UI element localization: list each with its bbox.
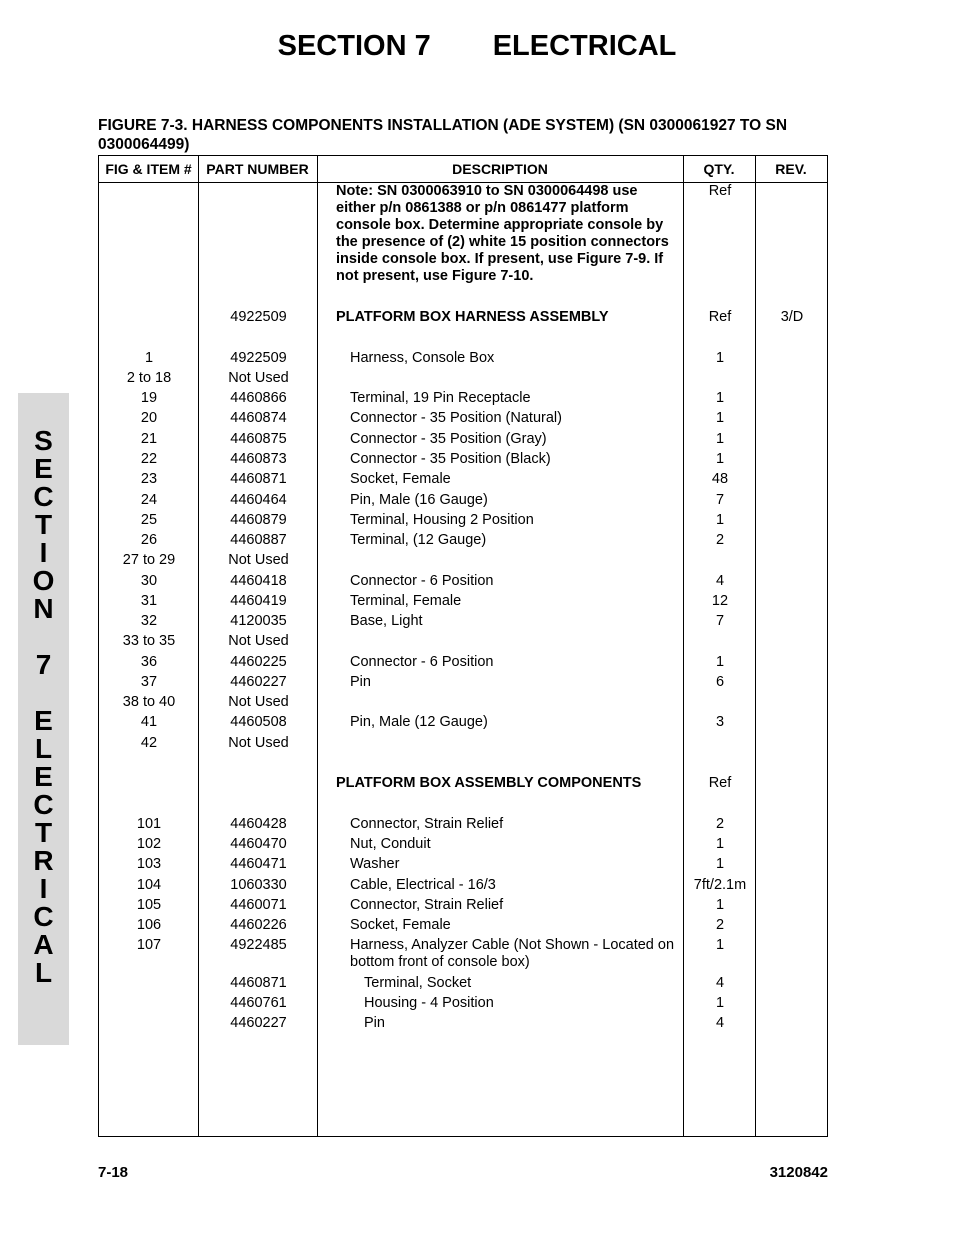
description-cell: PLATFORM BOX ASSEMBLY COMPONENTS — [336, 775, 642, 791]
side-tab-letter: O — [32, 565, 55, 596]
rev-cell: 3/D — [780, 309, 804, 325]
part-number-cell: 4460227 — [230, 674, 287, 690]
description-cell: Socket, Female — [350, 471, 451, 487]
side-tab-letter: E — [34, 705, 53, 736]
table-row — [99, 350, 827, 370]
part-number-cell: 4460225 — [230, 654, 287, 670]
page-number: 7-18 — [98, 1164, 129, 1181]
part-number-cell: Not Used — [228, 633, 289, 649]
fig-cell: 19 — [140, 390, 158, 406]
qty-cell: 1 — [715, 937, 725, 953]
part-number-cell: 1060330 — [230, 877, 287, 893]
table-row — [99, 937, 827, 973]
table-row — [99, 573, 827, 593]
part-number-cell: 4460508 — [230, 714, 287, 730]
description-cell: Terminal, Housing 2 Position — [350, 512, 534, 528]
fig-cell: 23 — [140, 471, 158, 487]
fig-cell: 102 — [136, 836, 162, 852]
side-tab-letter: A — [33, 929, 54, 960]
fig-cell: 41 — [140, 714, 158, 730]
fig-cell: 105 — [136, 897, 162, 913]
side-tab-letter: T — [34, 509, 53, 540]
description-cell: Connector - 35 Position (Natural) — [350, 410, 562, 426]
part-number-cell: 4460470 — [230, 836, 287, 852]
fig-cell: 36 — [140, 654, 158, 670]
fig-cell: 33 to 35 — [122, 633, 176, 649]
part-number-cell: 4460227 — [230, 1015, 287, 1031]
qty-cell: 6 — [715, 674, 725, 690]
description-cell: Connector - 6 Position — [350, 654, 494, 670]
fig-cell: 31 — [140, 593, 158, 609]
table-row — [99, 995, 827, 1015]
fig-cell: 104 — [136, 877, 162, 893]
description-cell: Terminal, Female — [350, 593, 462, 609]
table-row — [99, 654, 827, 674]
section-number: SECTION 7 — [277, 30, 431, 62]
side-tab-letter: I — [39, 873, 48, 904]
fig-cell: 1 — [144, 350, 154, 366]
part-number-cell: Not Used — [228, 735, 289, 751]
part-number-cell: 4922485 — [230, 937, 287, 953]
table-row — [99, 471, 827, 491]
description-cell: Socket, Female — [350, 917, 451, 933]
fig-cell: 26 — [140, 532, 158, 548]
description-cell: Connector - 35 Position (Black) — [350, 451, 551, 467]
description-cell: Washer — [350, 856, 400, 872]
table-row — [99, 735, 827, 755]
qty-cell: 2 — [715, 532, 725, 548]
qty-cell: Ref — [708, 775, 732, 791]
table-row — [99, 775, 827, 795]
part-number-cell: 4460418 — [230, 573, 287, 589]
side-tab-letter: 7 — [35, 649, 52, 680]
table-row — [99, 714, 827, 734]
part-number-cell: 4460875 — [230, 431, 287, 447]
table-row — [99, 390, 827, 410]
qty-cell: 1 — [715, 654, 725, 670]
table-row — [99, 613, 827, 633]
qty-cell: 3 — [715, 714, 725, 730]
parts-table — [98, 155, 828, 1137]
description-cell: Note: SN 0300063910 to SN 0300064498 use either p/n 0861388 or p/n 0861477 platform console box. Determine appropriate console by the presence of (2) white 15 position connectors inside console box. If present, use Figure 7-9. If not present, use Figure 7-10. — [336, 183, 669, 284]
part-number-cell: 4460419 — [230, 593, 287, 609]
part-number-cell: 4460071 — [230, 897, 287, 913]
table-row — [99, 877, 827, 897]
column-header-fig: FIG & ITEM # — [105, 161, 192, 177]
part-number-cell: 4460464 — [230, 492, 287, 508]
fig-cell: 103 — [136, 856, 162, 872]
qty-cell: 1 — [715, 350, 725, 366]
description-cell: Connector - 35 Position (Gray) — [350, 431, 547, 447]
description-cell: Pin — [364, 1015, 385, 1031]
description-cell: Cable, Electrical - 16/3 — [350, 877, 496, 893]
table-row — [99, 370, 827, 390]
table-row — [99, 532, 827, 552]
description-cell: Connector - 6 Position — [350, 573, 494, 589]
side-tab-letter: E — [34, 453, 53, 484]
part-number-cell: Not Used — [228, 552, 289, 568]
table-row — [99, 633, 827, 653]
fig-cell: 107 — [136, 937, 162, 953]
fig-cell: 32 — [140, 613, 158, 629]
section-title: ELECTRICAL — [492, 30, 677, 62]
fig-cell: 2 to 18 — [126, 370, 172, 386]
side-tab-letter: C — [33, 481, 54, 512]
table-row — [99, 512, 827, 532]
part-number-cell: 4460866 — [230, 390, 287, 406]
fig-cell: 101 — [136, 816, 162, 832]
fig-cell: 42 — [140, 735, 158, 751]
qty-cell: 1 — [715, 431, 725, 447]
fig-cell: 38 to 40 — [122, 694, 176, 710]
table-row — [99, 431, 827, 451]
table-row — [99, 593, 827, 613]
qty-cell: 7 — [715, 613, 725, 629]
qty-cell: 4 — [715, 573, 725, 589]
description-cell: Connector, Strain Relief — [350, 897, 504, 913]
table-row — [99, 897, 827, 917]
part-number-cell: 4460226 — [230, 917, 287, 933]
part-number-cell: 4460428 — [230, 816, 287, 832]
side-tab-letter: C — [33, 789, 54, 820]
qty-cell: Ref — [708, 183, 732, 199]
description-cell: PLATFORM BOX HARNESS ASSEMBLY — [336, 309, 609, 325]
part-number-cell: 4922509 — [230, 350, 287, 366]
column-header-description: DESCRIPTION — [452, 161, 548, 177]
side-tab-letter: S — [34, 425, 53, 456]
part-number-cell: 4460871 — [230, 975, 287, 991]
fig-cell: 20 — [140, 410, 158, 426]
part-number-cell: 4460874 — [230, 410, 287, 426]
qty-cell: 1 — [715, 451, 725, 467]
table-row — [99, 694, 827, 714]
qty-cell: 7ft/2.1m — [693, 877, 747, 893]
qty-cell: 4 — [715, 1015, 725, 1031]
table-row — [99, 410, 827, 430]
qty-cell: 1 — [715, 390, 725, 406]
part-number-cell: 4460871 — [230, 471, 287, 487]
fig-cell: 22 — [140, 451, 158, 467]
side-tab-letter: E — [34, 761, 53, 792]
description-cell: Pin — [350, 674, 371, 690]
part-number-cell: 4922509 — [230, 309, 287, 325]
description-cell: Harness, Console Box — [350, 350, 495, 366]
table-row — [99, 492, 827, 512]
qty-cell: 1 — [715, 897, 725, 913]
description-cell: Terminal, Socket — [364, 975, 472, 991]
part-number-cell: Not Used — [228, 370, 289, 386]
description-cell: Base, Light — [350, 613, 423, 629]
part-number-cell: 4460471 — [230, 856, 287, 872]
description-cell: Harness, Analyzer Cable (Not Shown - Located on bottom front of console box) — [350, 937, 675, 970]
document-number: 3120842 — [769, 1164, 828, 1181]
side-tab-letter: L — [34, 957, 53, 988]
table-row — [99, 451, 827, 471]
side-tab-letter: L — [34, 733, 53, 764]
qty-cell: 1 — [715, 836, 725, 852]
fig-cell: 25 — [140, 512, 158, 528]
side-tab-letter: T — [34, 817, 53, 848]
description-cell: Pin, Male (12 Gauge) — [350, 714, 488, 730]
description-cell: Terminal, (12 Gauge) — [350, 532, 487, 548]
table-row — [99, 836, 827, 856]
qty-cell: 1 — [715, 856, 725, 872]
table-row — [99, 856, 827, 876]
part-number-cell: 4120035 — [230, 613, 287, 629]
table-row — [99, 816, 827, 836]
column-header-rev: REV. — [775, 161, 807, 177]
table-row — [99, 183, 827, 293]
side-tab-letter: R — [33, 845, 54, 876]
description-cell: Housing - 4 Position — [364, 995, 494, 1011]
fig-cell: 106 — [136, 917, 162, 933]
table-row — [99, 552, 827, 572]
qty-cell: 2 — [715, 816, 725, 832]
qty-cell: 1 — [715, 512, 725, 528]
description-cell: Terminal, 19 Pin Receptacle — [350, 390, 531, 406]
qty-cell: 48 — [711, 471, 729, 487]
column-header-part: PART NUMBER — [206, 161, 309, 177]
qty-cell: 2 — [715, 917, 725, 933]
part-number-cell: 4460879 — [230, 512, 287, 528]
qty-cell: Ref — [708, 309, 732, 325]
fig-cell: 30 — [140, 573, 158, 589]
description-cell: Pin, Male (16 Gauge) — [350, 492, 488, 508]
fig-cell: 24 — [140, 492, 158, 508]
side-tab-letters — [18, 427, 69, 987]
section-side-tab — [18, 393, 69, 1045]
part-number-cell: 4460887 — [230, 532, 287, 548]
qty-cell: 4 — [715, 975, 725, 991]
side-tab-letter: I — [39, 537, 48, 568]
description-cell: Nut, Conduit — [350, 836, 431, 852]
table-row — [99, 309, 827, 329]
fig-cell: 21 — [140, 431, 158, 447]
column-header-qty: QTY. — [703, 161, 735, 177]
table-row — [99, 917, 827, 937]
qty-cell: 1 — [715, 410, 725, 426]
qty-cell: 7 — [715, 492, 725, 508]
table-row — [99, 1015, 827, 1035]
side-tab-letter: C — [33, 901, 54, 932]
figure-title: FIGURE 7-3. HARNESS COMPONENTS INSTALLATION (ADE SYSTEM) (SN 0300061927 TO SN 0300064499) — [98, 117, 788, 153]
table-row — [99, 975, 827, 995]
fig-cell: 27 to 29 — [122, 552, 176, 568]
qty-cell: 1 — [715, 995, 725, 1011]
description-cell: Connector, Strain Relief — [350, 816, 504, 832]
side-tab-letter: N — [33, 593, 54, 624]
section-header — [0, 30, 954, 63]
part-number-cell: 4460873 — [230, 451, 287, 467]
part-number-cell: 4460761 — [230, 995, 287, 1011]
table-row — [99, 674, 827, 694]
qty-cell: 12 — [711, 593, 729, 609]
fig-cell: 37 — [140, 674, 158, 690]
part-number-cell: Not Used — [228, 694, 289, 710]
